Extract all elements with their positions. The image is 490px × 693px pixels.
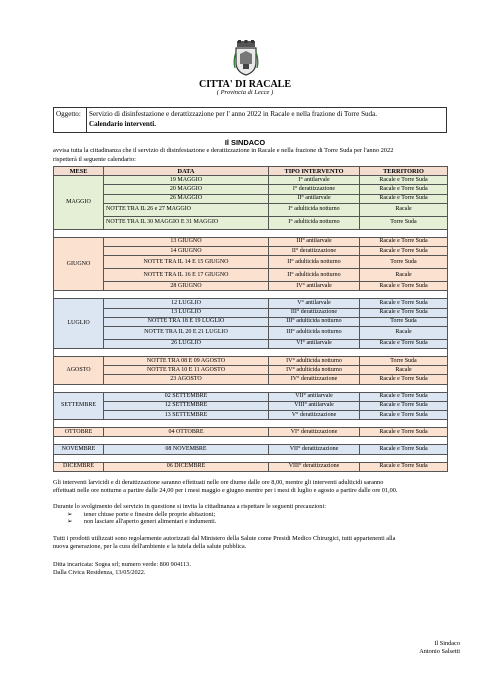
date-cell: NOTTE TRA IL 20 E 21 LUGLIO — [104, 326, 269, 339]
spacer-row — [54, 229, 448, 237]
date-cell: 06 DICEMBRE — [104, 462, 269, 471]
month-cell: AGOSTO — [54, 357, 104, 385]
area-cell: Racale — [360, 326, 448, 339]
date-cell: 14 GIUGNO — [104, 246, 269, 255]
calendar-table — [53, 166, 448, 472]
schedule-note-paragraph — [53, 479, 445, 494]
area-cell: Racale — [360, 203, 448, 216]
intro-line-1: avvisa tutta la cittadinanza che il servizio di disinfestazione e derattizzazione in Racale e nella frazione di Torre Suda per l'anno 2022 — [53, 147, 394, 154]
type-cell: IV° adulticida notturno — [269, 357, 360, 366]
type-cell: I° antilarvale — [269, 176, 360, 185]
type-cell: I° adulticida notturno — [269, 203, 360, 216]
subject-line-2: Calendario interventi. — [89, 120, 156, 128]
table-row — [54, 282, 448, 291]
date-cell: NOTTE TRA 18 E 19 LUGLIO — [104, 317, 269, 326]
table-row — [54, 308, 448, 317]
area-cell: Racale e Torre Suda — [360, 237, 448, 246]
date-cell: 28 GIUGNO — [104, 282, 269, 291]
table-row — [54, 445, 448, 454]
subject-divider — [86, 108, 87, 132]
products-line-1: Tutti i prodotti utilizzati sono regolarmente autorizzati dal Ministero della Salute come Presidi Medico Chirurgici, tutti appartenenti alla — [53, 535, 396, 542]
header-type: TIPO INTERVENTO — [269, 167, 360, 176]
precautions-intro: Durante lo svolgimento del servizio in questione si invita la cittadinanza a rispettare le seguenti precauzioni: — [53, 503, 326, 510]
province-name: ( Provincia di Lecce ) — [216, 89, 274, 96]
area-cell: Racale e Torre Suda — [360, 246, 448, 255]
spacer-row — [54, 454, 448, 462]
area-cell: Racale e Torre Suda — [360, 339, 448, 348]
table-row — [54, 375, 448, 384]
type-cell: III° antilarvale — [269, 237, 360, 246]
type-cell: I° derattizzazione — [269, 185, 360, 194]
date-cell: 12 LUGLIO — [104, 299, 269, 308]
date-cell: 13 SETTEMBRE — [104, 411, 269, 420]
precautions-paragraph — [53, 503, 445, 526]
month-cell: MAGGIO — [54, 176, 104, 230]
type-cell: VII° antilarvale — [269, 392, 360, 401]
date-cell: 13 LUGLIO — [104, 308, 269, 317]
type-cell: VIII° derattizzazione — [269, 462, 360, 471]
date-cell: NOTTE TRA 08 E 09 AGOSTO — [104, 357, 269, 366]
precaution-text: non lasciare all'aperto generi alimentari e indumenti. — [83, 518, 217, 526]
type-cell: I° adulticida notturno — [269, 216, 360, 229]
date-cell: 19 MAGGIO — [104, 176, 269, 185]
type-cell: VIII° antilarvale — [269, 401, 360, 410]
subject-label: Oggetto: — [56, 110, 81, 118]
table-row — [54, 401, 448, 410]
table-row — [54, 326, 448, 339]
type-cell: II° adulticida notturno — [269, 269, 360, 282]
area-cell: Torre Suda — [360, 256, 448, 269]
area-cell: Racale e Torre Suda — [360, 282, 448, 291]
table-row — [54, 176, 448, 185]
date-cell: 20 MAGGIO — [104, 185, 269, 194]
area-cell: Racale e Torre Suda — [360, 428, 448, 437]
table-row — [54, 216, 448, 229]
date-cell: 26 MAGGIO — [104, 194, 269, 203]
type-cell: V° derattizzazione — [269, 411, 360, 420]
date-cell: NOTTE TRA IL 30 MAGGIO E 31 MAGGIO — [104, 216, 269, 229]
table-row — [54, 357, 448, 366]
type-cell: VI° derattizzazione — [269, 428, 360, 437]
area-cell: Racale e Torre Suda — [360, 176, 448, 185]
area-cell: Racale e Torre Suda — [360, 194, 448, 203]
products-paragraph — [53, 535, 445, 550]
type-cell: II° antilarvale — [269, 194, 360, 203]
table-row — [54, 299, 448, 308]
date-cell: NOTTE TRA 10 E 11 AGOSTO — [104, 366, 269, 375]
area-cell: Racale e Torre Suda — [360, 308, 448, 317]
spacer-row — [54, 384, 448, 392]
table-row — [54, 411, 448, 420]
signature-name: Antonio Salsetti — [419, 647, 460, 655]
month-cell: OTTOBRE — [54, 428, 104, 437]
contact-paragraph — [53, 561, 445, 576]
arrow-bullet-icon: ➢ — [67, 510, 73, 518]
spacer-row — [54, 291, 448, 299]
products-line-2: nuova generazione, per la cura dell'ambiente e la tutela della salute pubblica. — [53, 542, 247, 550]
table-row — [54, 194, 448, 203]
area-cell: Racale — [360, 269, 448, 282]
table-row — [54, 366, 448, 375]
area-cell: Racale e Torre Suda — [360, 445, 448, 454]
date-cell: 04 OTTOBRE — [104, 428, 269, 437]
arrow-bullet-icon: ➢ — [67, 518, 73, 526]
signature-block — [380, 640, 460, 655]
precaution-text: tener chiuse porte e finestre delle proprie abitazioni; — [83, 510, 216, 518]
table-row — [54, 256, 448, 269]
table-row — [54, 203, 448, 216]
subject-box — [53, 107, 447, 133]
area-cell: Torre Suda — [360, 357, 448, 366]
area-cell: Racale e Torre Suda — [360, 411, 448, 420]
type-cell: VII° derattizzazione — [269, 445, 360, 454]
table-row — [54, 246, 448, 255]
date-cell: NOTTE TRA IL 16 E 17 GIUGNO — [104, 269, 269, 282]
precaution-item — [53, 518, 445, 526]
area-cell: Racale e Torre Suda — [360, 392, 448, 401]
precaution-item — [53, 511, 445, 519]
company-contact: Ditta incaricata: Sogea srl; numero verde: 800 904113. — [53, 561, 191, 568]
place-date: Dalla Civica Residenza, 13/05/2022. — [53, 568, 146, 576]
town-crest-icon — [233, 40, 259, 76]
type-cell: II° derattizzazione — [269, 246, 360, 255]
city-name: CITTA' DI RACALE — [198, 79, 292, 90]
type-cell: V° antilarvale — [269, 299, 360, 308]
intro-line-2: rispetterà il seguente calendario: — [53, 156, 136, 163]
table-row — [54, 185, 448, 194]
table-row — [54, 462, 448, 471]
header-month: MESE — [54, 167, 104, 176]
spacer-row — [54, 420, 448, 428]
area-cell: Racale e Torre Suda — [360, 462, 448, 471]
type-cell: III° adulticida notturno — [269, 326, 360, 339]
table-header-row — [54, 167, 448, 176]
date-cell: 13 GIUGNO — [104, 237, 269, 246]
type-cell: III° derattizzazione — [269, 308, 360, 317]
document-title: Il SINDACO — [224, 138, 266, 147]
date-cell: NOTTE TRA IL 14 E 15 GIUGNO — [104, 256, 269, 269]
area-cell: Torre Suda — [360, 317, 448, 326]
table-row — [54, 392, 448, 401]
table-row — [54, 237, 448, 246]
header-area: TERRITORIO — [360, 167, 448, 176]
date-cell: 26 LUGLIO — [104, 339, 269, 348]
month-cell: SETTEMBRE — [54, 392, 104, 420]
schedule-note-line-2: effettuati nelle ore notturne a partire dalle 24,00 per i mesi maggio e giugno mentre per i mesi di luglio e agosto a partire dalle ore 01,00. — [53, 486, 398, 494]
schedule-note-line-1: Gli interventi larvicidi e di derattizzazione saranno effettuati nelle ore diurne dalle ore 8,00, mentre gli interventi adulticidi saranno — [53, 479, 384, 486]
date-cell: 23 AGOSTO — [104, 375, 269, 384]
month-cell: DICEMBRE — [54, 462, 104, 471]
type-cell: II° adulticida notturno — [269, 256, 360, 269]
table-row — [54, 269, 448, 282]
intro-paragraph — [53, 146, 453, 164]
month-cell: LUGLIO — [54, 299, 104, 349]
area-cell: Racale e Torre Suda — [360, 375, 448, 384]
area-cell: Racale — [360, 366, 448, 375]
type-cell: IV° derattizzazione — [269, 375, 360, 384]
area-cell: Racale e Torre Suda — [360, 401, 448, 410]
table-row — [54, 428, 448, 437]
type-cell: III° adulticida notturno — [269, 317, 360, 326]
month-cell: GIUGNO — [54, 237, 104, 291]
area-cell: Racale e Torre Suda — [360, 299, 448, 308]
type-cell: VI° antilarvale — [269, 339, 360, 348]
date-cell: 08 NOVEMBRE — [104, 445, 269, 454]
spacer-row — [54, 349, 448, 357]
table-row — [54, 339, 448, 348]
header-date: DATA — [104, 167, 269, 176]
date-cell: 02 SETTEMBRE — [104, 392, 269, 401]
area-cell: Racale e Torre Suda — [360, 185, 448, 194]
table-row — [54, 317, 448, 326]
area-cell: Torre Suda — [360, 216, 448, 229]
type-cell: IV° adulticida notturno — [269, 366, 360, 375]
spacer-row — [54, 437, 448, 445]
signature-role: Il Sindaco — [434, 640, 460, 647]
date-cell: 12 SETTEMBRE — [104, 401, 269, 410]
type-cell: IV° antilarvale — [269, 282, 360, 291]
subject-line-1: Servizio di disinfestazione e derattizzazione per l' anno 2022 in Racale e nella frazione di Torre Suda. — [89, 110, 378, 118]
date-cell: NOTTE TRA IL 26 e 27 MAGGIO — [104, 203, 269, 216]
month-cell: NOVEMBRE — [54, 445, 104, 454]
